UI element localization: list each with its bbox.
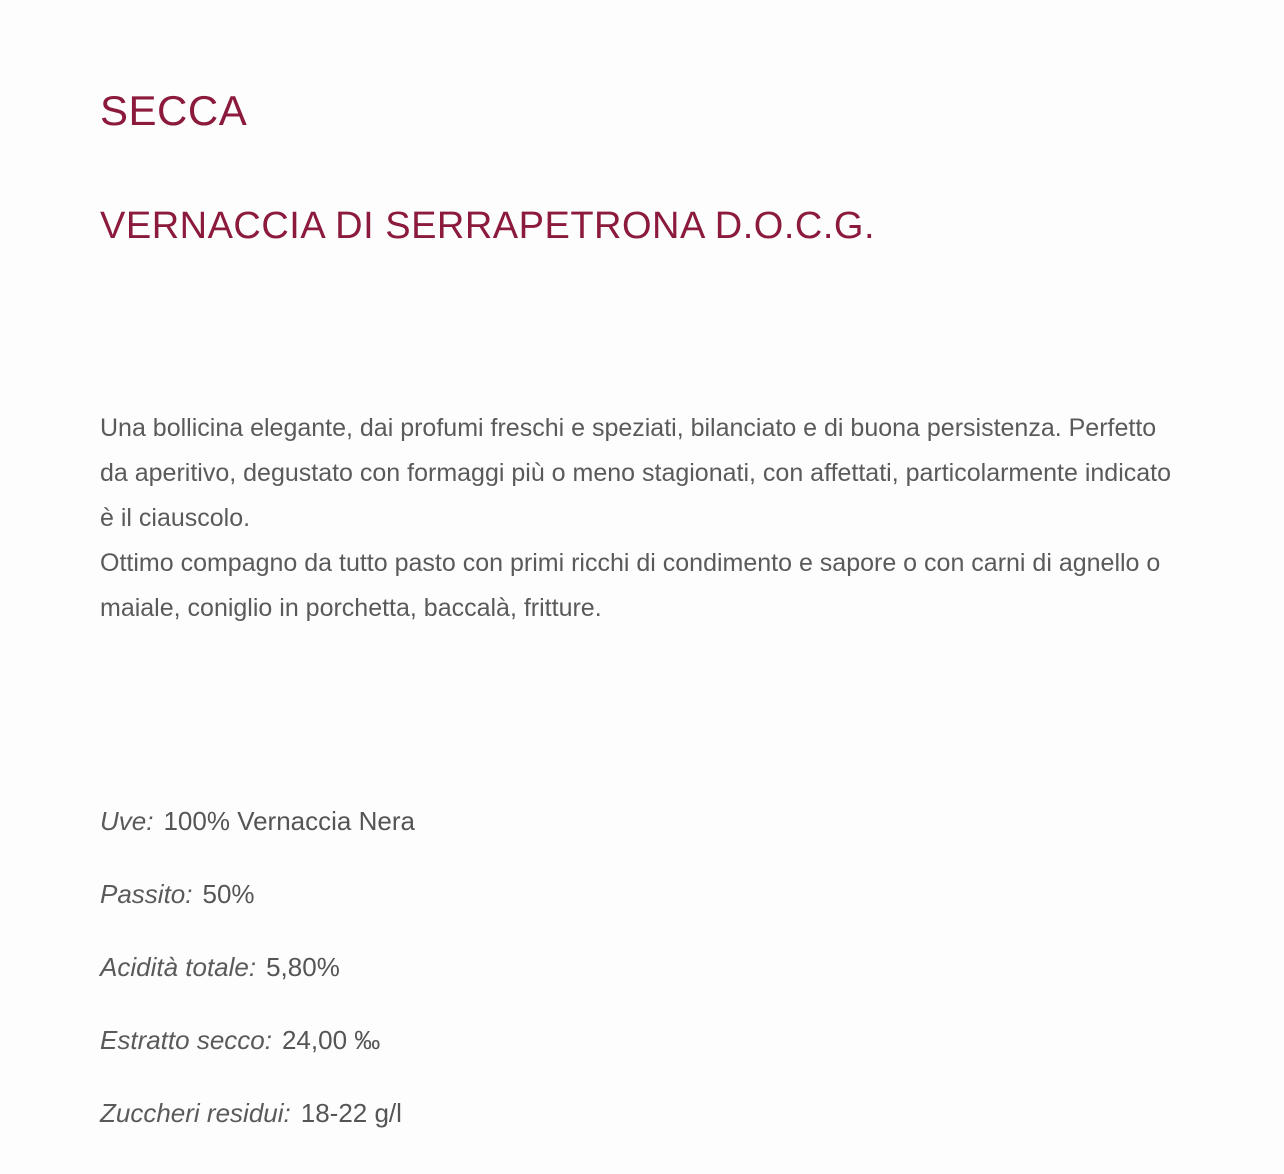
spec-label: Passito: xyxy=(100,879,193,909)
spec-value: 24,00 ‰ xyxy=(281,1025,381,1055)
spec-row-residual-sugar xyxy=(100,1091,900,1164)
page-title: SECCA xyxy=(100,87,248,134)
spec-label: Zuccheri residui: xyxy=(100,1098,291,1128)
wine-name-heading: VERNACCIA DI SERRAPETRONA D.O.C.G. xyxy=(100,205,876,247)
spec-value: 100% Vernaccia Nera xyxy=(163,806,415,836)
technical-specs xyxy=(100,799,900,1164)
spec-label: Uve: xyxy=(100,806,154,836)
spec-row-grapes xyxy=(100,799,900,872)
description-paragraph: Ottimo compagno da tutto pasto con primi ricchi di condimento e sapore o con carni di agnello o maiale, coniglio in porchetta, baccalà, fritture. xyxy=(100,549,1161,622)
spec-value: 50% xyxy=(202,879,255,909)
spec-value: 5,80% xyxy=(266,952,340,982)
spec-row-passito xyxy=(100,872,900,945)
wine-description xyxy=(100,406,1190,631)
spec-label: Acidità totale: xyxy=(100,952,257,982)
spec-label: Estratto secco: xyxy=(100,1025,272,1055)
spec-row-acidity xyxy=(100,945,900,1018)
description-paragraph: Una bollicina elegante, dai profumi freschi e speziati, bilanciato e di buona persistenza. Perfetto da aperitivo, degustato con formaggi più o meno stagionati, con affettati, particolarmente indicato è il ciauscolo. xyxy=(100,414,1172,532)
spec-value: 18-22 g/l xyxy=(300,1098,402,1128)
spec-row-dry-extract xyxy=(100,1018,900,1091)
